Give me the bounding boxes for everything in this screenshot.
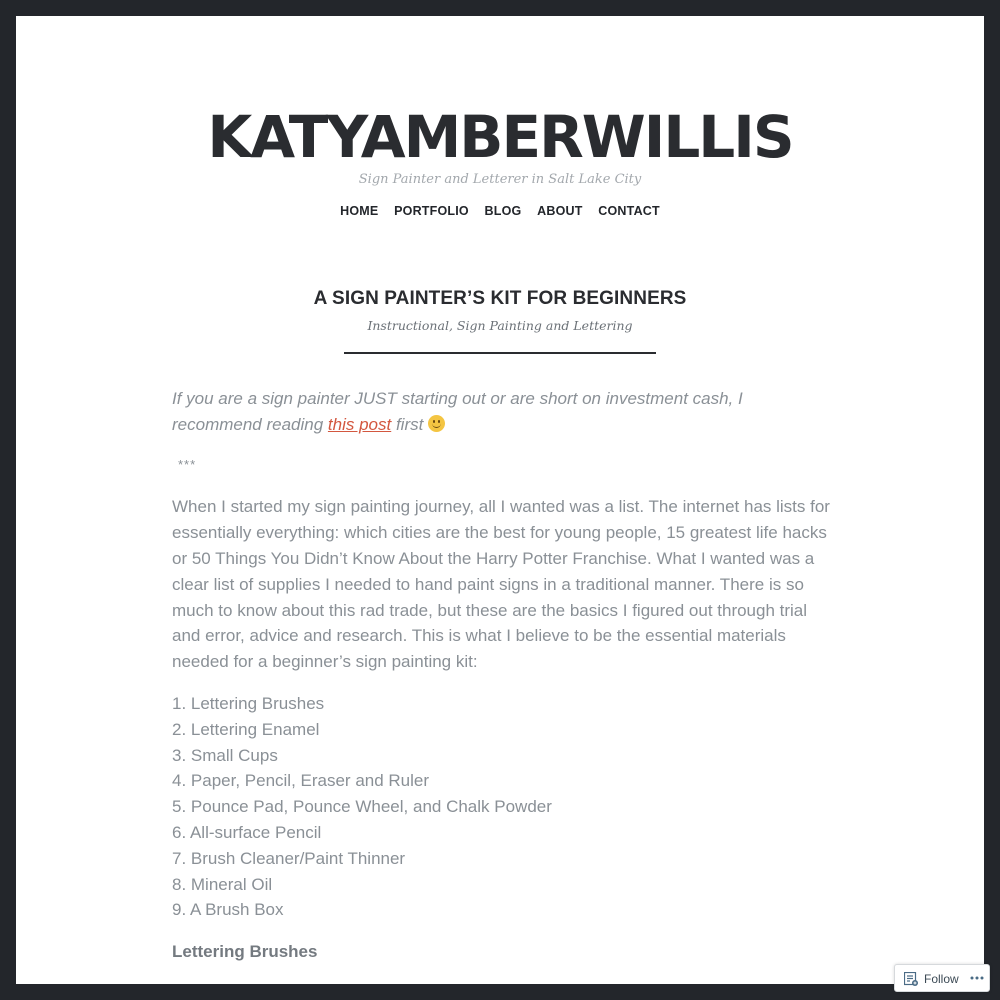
site-tagline: Sign Painter and Letterer in Salt Lake City (358, 172, 642, 187)
supply-list (172, 691, 832, 923)
separator-stars: *** (178, 456, 197, 472)
intro-text: If you are a sign painter JUST starting out or are short on investment cash, I recommend reading (172, 389, 743, 434)
post-content (172, 386, 832, 965)
nav-item-contact[interactable]: CONTACT (598, 204, 660, 218)
follow-label: Follow (924, 972, 959, 986)
follow-reader-icon (904, 972, 918, 986)
list-item: 4. Paper, Pencil, Eraser and Ruler (172, 771, 430, 791)
smiley-icon (428, 415, 445, 432)
list-item: 3. Small Cups (172, 745, 278, 765)
category-separator: , (448, 318, 457, 333)
list-item: 6. All-surface Pencil (172, 822, 322, 842)
this-post-link[interactable]: this post (327, 414, 392, 434)
list-item: 1. Lettering Brushes (172, 693, 325, 713)
nav-item-home[interactable]: HOME (340, 204, 379, 218)
nav-item-portfolio[interactable]: PORTFOLIO (394, 204, 469, 218)
nav-item-blog[interactable]: BLOG (484, 204, 522, 218)
follow-button[interactable] (904, 971, 959, 987)
page (16, 16, 984, 984)
list-item: 2. Lettering Enamel (172, 719, 320, 739)
list-item: 9. A Brush Box (172, 900, 284, 920)
follow-widget (894, 964, 990, 992)
post-title: A SIGN PAINTER’S KIT FOR BEGINNERS (313, 288, 687, 309)
list-item: 8. Mineral Oil (172, 874, 273, 894)
category-link-sign-painting[interactable]: Sign Painting (456, 318, 542, 333)
category-link-lettering[interactable]: Lettering (573, 318, 633, 333)
intro-text-end: first (391, 414, 429, 434)
nav-item-about[interactable]: ABOUT (537, 204, 583, 218)
title-divider (344, 352, 656, 354)
site-title[interactable]: KATYAMBERWILLIS (207, 103, 793, 171)
list-item: 5. Pounce Pad, Pounce Wheel, and Chalk Powder (172, 797, 552, 817)
category-separator: and (541, 318, 574, 333)
more-dots-icon[interactable] (969, 970, 985, 986)
intro-paragraph (172, 386, 832, 438)
main-nav (16, 204, 984, 218)
section-heading: Lettering Brushes (172, 942, 318, 962)
category-link-instructional[interactable]: Instructional (367, 318, 449, 333)
body-paragraph: When I started my sign painting journey, all I wanted was a list. The internet has lists for essentially everything: which cities are the best for young people, 15 greatest life hacks or 50 Things You Didn’t Know About the Harry Potter Franchise. What I wanted was a clear list of supplies I needed to hand paint signs in a traditional manner. There is so much to know about this rad trade, but these are the basics I figured out through trial and error, advice and research. This is what I believe to be the essential materials needed for a beginner’s sign painting kit: (172, 497, 830, 672)
list-item: 7. Brush Cleaner/Paint Thinner (172, 848, 406, 868)
post-categories (16, 318, 984, 333)
